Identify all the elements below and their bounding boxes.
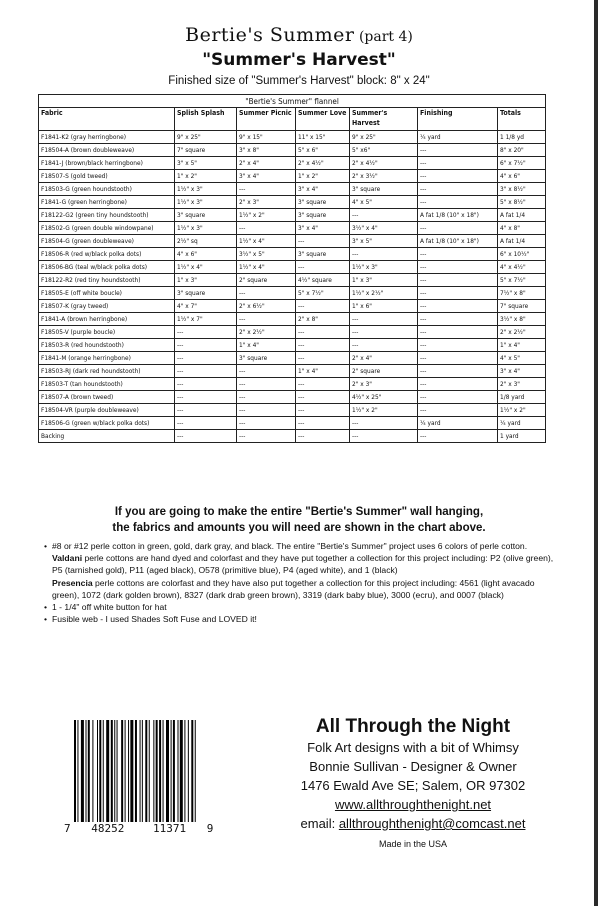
presencia-text: perle cottons are colorfast and they have also put together a collection for this project including: 4561 (light avacado green), 1072 (dark golden brown), 8327 (dark drab green brown), 3319 (dark baby blue), 3000 (ecru), and 0007 (black) (52, 577, 535, 600)
email-link[interactable]: allthroughthenight@comcast.net (338, 816, 526, 831)
table-cell: --- (296, 404, 350, 417)
table-row (39, 209, 546, 222)
table-row (39, 248, 546, 261)
table-cell: --- (237, 378, 296, 391)
table-cell: 2" square (350, 365, 418, 378)
company-name: All Through the Night (315, 716, 511, 737)
table-cell: --- (418, 352, 498, 365)
barcode-digits-group-2: 11371 (153, 822, 187, 835)
table-cell: --- (237, 391, 296, 404)
table-cell: 2" x 4" (237, 157, 296, 170)
barcode-digits (64, 822, 249, 835)
table-cell: 4½" x 25" (350, 391, 418, 404)
table-cell: --- (418, 313, 498, 326)
table-cell: ¼ yard (498, 417, 546, 430)
table-cell: --- (237, 430, 296, 443)
table-cell: 1½" x 3" (350, 261, 418, 274)
fabric-name-cell: F1841-M (orange herringbone) (39, 352, 175, 365)
table-cell: 1 1/8 yd (498, 131, 546, 144)
company-tagline: Folk Art designs with a bit of Whimsy (307, 740, 519, 755)
table-cell: 1½" x 4" (237, 261, 296, 274)
barcode-bar (195, 720, 196, 830)
fabric-name-cell: F18122-G2 (green tiny houndstooth) (39, 209, 175, 222)
table-cell: 2" x 3" (350, 378, 418, 391)
bullet-icon: • (44, 602, 48, 613)
page-edge (594, 0, 598, 906)
table-cell: 2" x 6½" (237, 300, 296, 313)
table-cell: --- (296, 339, 350, 352)
table-cell: --- (418, 378, 498, 391)
company-info (268, 716, 558, 849)
bullet-icon: • (44, 614, 48, 625)
table-row (39, 144, 546, 157)
barcode-bar (188, 720, 189, 830)
table-cell: 3" x 8½" (498, 183, 546, 196)
fusible-text: Fusible web - I used Shades Soft Fuse and LOVED it! (52, 614, 257, 625)
table-cell: 3" x 8" (237, 144, 296, 157)
table-cell: 6" x 10½" (498, 248, 546, 261)
table-cell: --- (296, 417, 350, 430)
table-cell: 1½" x 2" (498, 404, 546, 417)
barcode-bar (184, 720, 185, 830)
table-cell: --- (175, 391, 237, 404)
table-row (39, 417, 546, 430)
table-cell: 1" x 2" (175, 170, 237, 183)
table-cell: 1½" x 7" (175, 313, 237, 326)
barcode-bar (106, 720, 109, 830)
barcode-bar (88, 720, 90, 830)
barcode-bar (92, 720, 93, 830)
table-cell: 3" square (237, 352, 296, 365)
table-row (39, 157, 546, 170)
table-cell: --- (296, 430, 350, 443)
table-cell: 2" x 2½" (498, 326, 546, 339)
table-cell: --- (237, 404, 296, 417)
table-cell: 1½" x 3" (175, 183, 237, 196)
table-row (39, 131, 546, 144)
barcode-bar (86, 720, 87, 830)
table-cell: --- (418, 248, 498, 261)
barcode-bar (145, 720, 147, 830)
table-cell: 3" x 4" (498, 365, 546, 378)
table-row (39, 287, 546, 300)
table-cell: --- (418, 404, 498, 417)
pattern-title (0, 24, 598, 46)
fabric-name-cell: F18122-R2 (red tiny houndstooth) (39, 274, 175, 287)
table-row (39, 378, 546, 391)
barcode-bar (81, 720, 84, 830)
bullet-icon: • (44, 541, 48, 551)
table-cell: --- (350, 248, 418, 261)
fabric-name-cell: Backing (39, 430, 175, 443)
table-cell: --- (418, 170, 498, 183)
table-cell: 4" x 6" (498, 170, 546, 183)
barcode-digits-group-1: 48252 (91, 822, 125, 835)
table-cell: --- (418, 391, 498, 404)
table-row (39, 404, 546, 417)
table-row (39, 300, 546, 313)
title-text: Bertie's Summer (185, 24, 355, 46)
barcode-bar (97, 720, 98, 830)
summary-note (0, 504, 598, 536)
fabric-name-cell: F18503-G (green houndstooth) (39, 183, 175, 196)
fabric-name-cell: F1841-J (brown/black herringbone) (39, 157, 175, 170)
table-cell: 6" x 7½" (498, 157, 546, 170)
fabric-name-cell: F18506-BG (teal w/black polka dots) (39, 261, 175, 274)
fabric-name-cell: F1841-A (brown herringbone) (39, 313, 175, 326)
barcode-bar (125, 720, 126, 830)
table-cell: 3" square (296, 209, 350, 222)
table-cell: 4" x 5" (498, 352, 546, 365)
table-cell: --- (175, 339, 237, 352)
barcode-bar (99, 720, 101, 830)
table-cell: A fat 1/4 (498, 235, 546, 248)
table-cell: 1½" x 4" (237, 235, 296, 248)
table-cell: 3" x 4" (237, 170, 296, 183)
table-cell: 3" x 5" (350, 235, 418, 248)
table-cell: 1" x 3" (175, 274, 237, 287)
column-header: Summer's Harvest (350, 108, 418, 131)
table-row (39, 391, 546, 404)
table-cell: 4" x 6" (175, 248, 237, 261)
table-cell: 1½" x 2" (237, 209, 296, 222)
fabric-name-cell: F1841-K2 (gray herringbone) (39, 131, 175, 144)
table-cell: --- (175, 404, 237, 417)
table-cell: 9" x 25" (350, 131, 418, 144)
presencia-label: Presencia (52, 577, 93, 588)
email-label: email: (300, 816, 336, 831)
table-cell: --- (175, 378, 237, 391)
barcode-bar (166, 720, 169, 830)
table-row (39, 261, 546, 274)
column-header: Totals (498, 108, 546, 131)
barcode-bar (103, 720, 104, 830)
table-cell: 7" square (175, 144, 237, 157)
table-cell: 4" x 4½" (498, 261, 546, 274)
table-cell: --- (296, 378, 350, 391)
perle-cotton-text: #8 or #12 perle cotton in green, gold, dark gray, and black. The entire "Bertie's Summer" project uses 6 colors of perle cotton. (52, 541, 528, 551)
table-cell: --- (418, 300, 498, 313)
address-line: 1476 Ewald Ave SE; Salem, OR 97302 (300, 778, 526, 793)
table-cell: 2" x 3" (237, 196, 296, 209)
barcode-bar (173, 720, 175, 830)
barcode-bar (156, 720, 158, 830)
table-cell: --- (237, 287, 296, 300)
table-cell: --- (237, 313, 296, 326)
fabric-name-cell: F18507-S (gold tweed) (39, 170, 175, 183)
table-cell: 4½" square (296, 274, 350, 287)
table-cell: --- (350, 326, 418, 339)
table-cell: --- (350, 209, 418, 222)
table-cell: --- (418, 144, 498, 157)
table-cell: --- (296, 261, 350, 274)
valdani-text: perle cottons are hand dyed and colorfast and they have put together a collection for this project including: P2 (olive green), P5 (tarnished gold), P11 (aged black), O578 (primitive blue), P4 (aged white), and 1 (black) (52, 553, 554, 576)
fabric-name-cell: F18504-A (brown doubleweave) (39, 144, 175, 157)
summary-line-2: the fabrics and amounts you will need are shown in the chart above. (112, 522, 486, 534)
table-cell: A fat 1/8 (10" x 18") (418, 209, 498, 222)
table-cell: --- (418, 222, 498, 235)
table-cell: 1½" x 3" (175, 222, 237, 235)
barcode-bar (163, 720, 164, 830)
table-cell: 3" x 5" (175, 157, 237, 170)
barcode-bar (180, 720, 183, 830)
table-row (39, 274, 546, 287)
barcode-bar (130, 720, 133, 830)
table-cell: 2" square (237, 274, 296, 287)
fabric-name-cell: F18506-R (red w/black polka dots) (39, 248, 175, 261)
valdani-paragraph (44, 552, 564, 576)
table-cell: A fat 1/4 (498, 209, 546, 222)
table-cell: 4" x 5" (350, 196, 418, 209)
table-cell: --- (237, 365, 296, 378)
table-cell: 2" x 4" (350, 352, 418, 365)
barcode-bar (153, 720, 154, 830)
column-header: Summer Picnic (237, 108, 296, 131)
table-cell: 9" x 25" (175, 131, 237, 144)
table-cell: 5" x 7½" (296, 287, 350, 300)
table-cell: 5" x 8½" (498, 196, 546, 209)
table-cell: --- (418, 157, 498, 170)
table-cell: ¼ yard (418, 417, 498, 430)
table-cell: --- (237, 417, 296, 430)
fabric-name-cell: F18503-T (tan houndstooth) (39, 378, 175, 391)
table-cell: --- (237, 222, 296, 235)
table-cell: 2" x 2½" (237, 326, 296, 339)
block-subtitle: "Summer's Harvest" (202, 50, 396, 70)
fabric-name-cell: F18505-E (off white boucle) (39, 287, 175, 300)
table-cell: 3" square (175, 287, 237, 300)
table-caption: "Bertie's Summer" flannel (39, 95, 546, 108)
barcode-bar (191, 720, 193, 830)
table-cell: --- (418, 274, 498, 287)
table-cell: 7½" x 8" (498, 287, 546, 300)
table-cell: 1" x 4" (237, 339, 296, 352)
table-cell: 3" square (175, 209, 237, 222)
table-cell: --- (175, 417, 237, 430)
table-cell: 3" square (296, 196, 350, 209)
barcode-bar (140, 720, 141, 830)
table-cell: --- (418, 365, 498, 378)
table-cell: 11" x 15" (296, 131, 350, 144)
table-cell: --- (350, 430, 418, 443)
title-part: (part 4) (358, 29, 413, 45)
table-cell: --- (350, 339, 418, 352)
table-cell: --- (296, 391, 350, 404)
supplies-list (44, 540, 564, 625)
table-row (39, 352, 546, 365)
table-cell: --- (175, 352, 237, 365)
barcode-bar (128, 720, 129, 830)
table-row (39, 183, 546, 196)
table-cell: 2½" sq (175, 235, 237, 248)
fabric-name-cell: F18502-G (green double windowpane) (39, 222, 175, 235)
barcode-digit-right: 9 (206, 822, 214, 835)
table-cell: --- (237, 183, 296, 196)
table-cell: 5" x 7½" (498, 274, 546, 287)
table-cell: --- (418, 287, 498, 300)
table-cell: --- (175, 326, 237, 339)
table-cell: 2" x 4½" (350, 157, 418, 170)
barcode-bar (142, 720, 143, 830)
table-row (39, 430, 546, 443)
website-link[interactable]: www.allthroughthenight.net (334, 797, 492, 812)
table-cell: 3" x 4" (296, 183, 350, 196)
table-row (39, 196, 546, 209)
table-row (39, 326, 546, 339)
barcode-bar (178, 720, 179, 830)
valdani-label: Valdani (52, 553, 83, 564)
table-row (39, 365, 546, 378)
fabric-name-cell: F18504-VR (purple doubleweave) (39, 404, 175, 417)
table-cell: --- (175, 430, 237, 443)
list-item (44, 601, 564, 613)
fabric-name-cell: F18503-RJ (dark red houndstooth) (39, 365, 175, 378)
fabric-name-cell: F18507-K (gray tweed) (39, 300, 175, 313)
table-cell: 5" x6" (350, 144, 418, 157)
table-cell: 2" x 3½" (350, 170, 418, 183)
table-cell: 1 yard (498, 430, 546, 443)
fabric-name-cell: F1841-G (green herringbone) (39, 196, 175, 209)
table-cell: 3" square (296, 248, 350, 261)
table-cell: 1" x 2" (296, 170, 350, 183)
table-cell: --- (296, 300, 350, 313)
table-cell: --- (296, 235, 350, 248)
made-in-usa: Made in the USA (378, 839, 448, 849)
column-header: Fabric (39, 108, 175, 131)
table-cell: --- (418, 326, 498, 339)
table-cell: 3" square (350, 183, 418, 196)
table-cell: --- (418, 183, 498, 196)
table-row (39, 235, 546, 248)
table-cell: 2" x 8" (296, 313, 350, 326)
table-cell: 1" x 6" (350, 300, 418, 313)
barcode-bar (121, 720, 123, 830)
table-cell: 4" x 8" (498, 222, 546, 235)
barcode-bar (114, 720, 115, 830)
table-cell: --- (418, 339, 498, 352)
barcode-image (72, 720, 242, 832)
table-cell: --- (350, 417, 418, 430)
barcode-bar (171, 720, 172, 830)
table-cell: 8" x 20" (498, 144, 546, 157)
table-cell: --- (418, 196, 498, 209)
barcode-bar (159, 720, 161, 830)
table-cell: --- (296, 326, 350, 339)
table-cell: 3½" x 8" (498, 313, 546, 326)
column-header: Summer Love (296, 108, 350, 131)
barcode-bar (135, 720, 137, 830)
table-cell: 3½" x 5" (237, 248, 296, 261)
table-row (39, 222, 546, 235)
fabric-name-cell: F18506-G (green w/black polka dots) (39, 417, 175, 430)
table-row (39, 170, 546, 183)
table-cell: --- (418, 261, 498, 274)
table-cell: --- (418, 430, 498, 443)
table-cell: --- (296, 352, 350, 365)
fabric-name-cell: F18503-R (red houndstooth) (39, 339, 175, 352)
list-item (44, 613, 564, 625)
table-row (39, 313, 546, 326)
presencia-paragraph (44, 577, 564, 601)
table-cell: 5" x 6" (296, 144, 350, 157)
barcode-bar (111, 720, 113, 830)
table-cell: 2" x 3" (498, 378, 546, 391)
table-cell: 1½" x 2½" (350, 287, 418, 300)
table-cell: 1" x 3" (350, 274, 418, 287)
column-header: Finishing (418, 108, 498, 131)
fabric-name-cell: F18507-A (brown tweed) (39, 391, 175, 404)
list-item (44, 540, 564, 552)
barcode-bar (74, 720, 76, 830)
table-cell: 1½" x 3" (175, 196, 237, 209)
table-cell: 1½" x 2" (350, 404, 418, 417)
table-cell: --- (350, 313, 418, 326)
barcode-bar (77, 720, 78, 830)
table-cell: 9" x 15" (237, 131, 296, 144)
fabric-name-cell: F18504-G (green doubleweave) (39, 235, 175, 248)
table-cell: 2" x 4½" (296, 157, 350, 170)
table-cell: 1" x 4" (296, 365, 350, 378)
table-cell: 1/8 yard (498, 391, 546, 404)
fabric-name-cell: F18505-V (purple boucle) (39, 326, 175, 339)
barcode-digit-left: 7 (64, 822, 71, 835)
table-cell: A fat 1/8 (10" x 18") (418, 235, 498, 248)
button-text: 1 - 1/4" off white button for hat (52, 602, 167, 613)
designer-line: Bonnie Sullivan - Designer & Owner (309, 759, 517, 774)
table-cell: 1" x 4" (498, 339, 546, 352)
table-cell: --- (175, 365, 237, 378)
table-cell: 3" x 4" (296, 222, 350, 235)
table-cell: 3½" x 4" (350, 222, 418, 235)
barcode-bar (149, 720, 150, 830)
table-cell: 4" x 7" (175, 300, 237, 313)
finished-size: Finished size of "Summer's Harvest" block: 8" x 24" (168, 75, 430, 87)
summary-line-1: If you are going to make the entire "Bertie's Summer" wall hanging, (114, 506, 484, 518)
table-cell: ¼ yard (418, 131, 498, 144)
fabric-table (38, 94, 546, 443)
table-cell: 7" square (498, 300, 546, 313)
barcode-bar (117, 720, 118, 830)
table-row (39, 339, 546, 352)
table-cell: 1½" x 4" (175, 261, 237, 274)
column-header: Splish Splash (175, 108, 237, 131)
